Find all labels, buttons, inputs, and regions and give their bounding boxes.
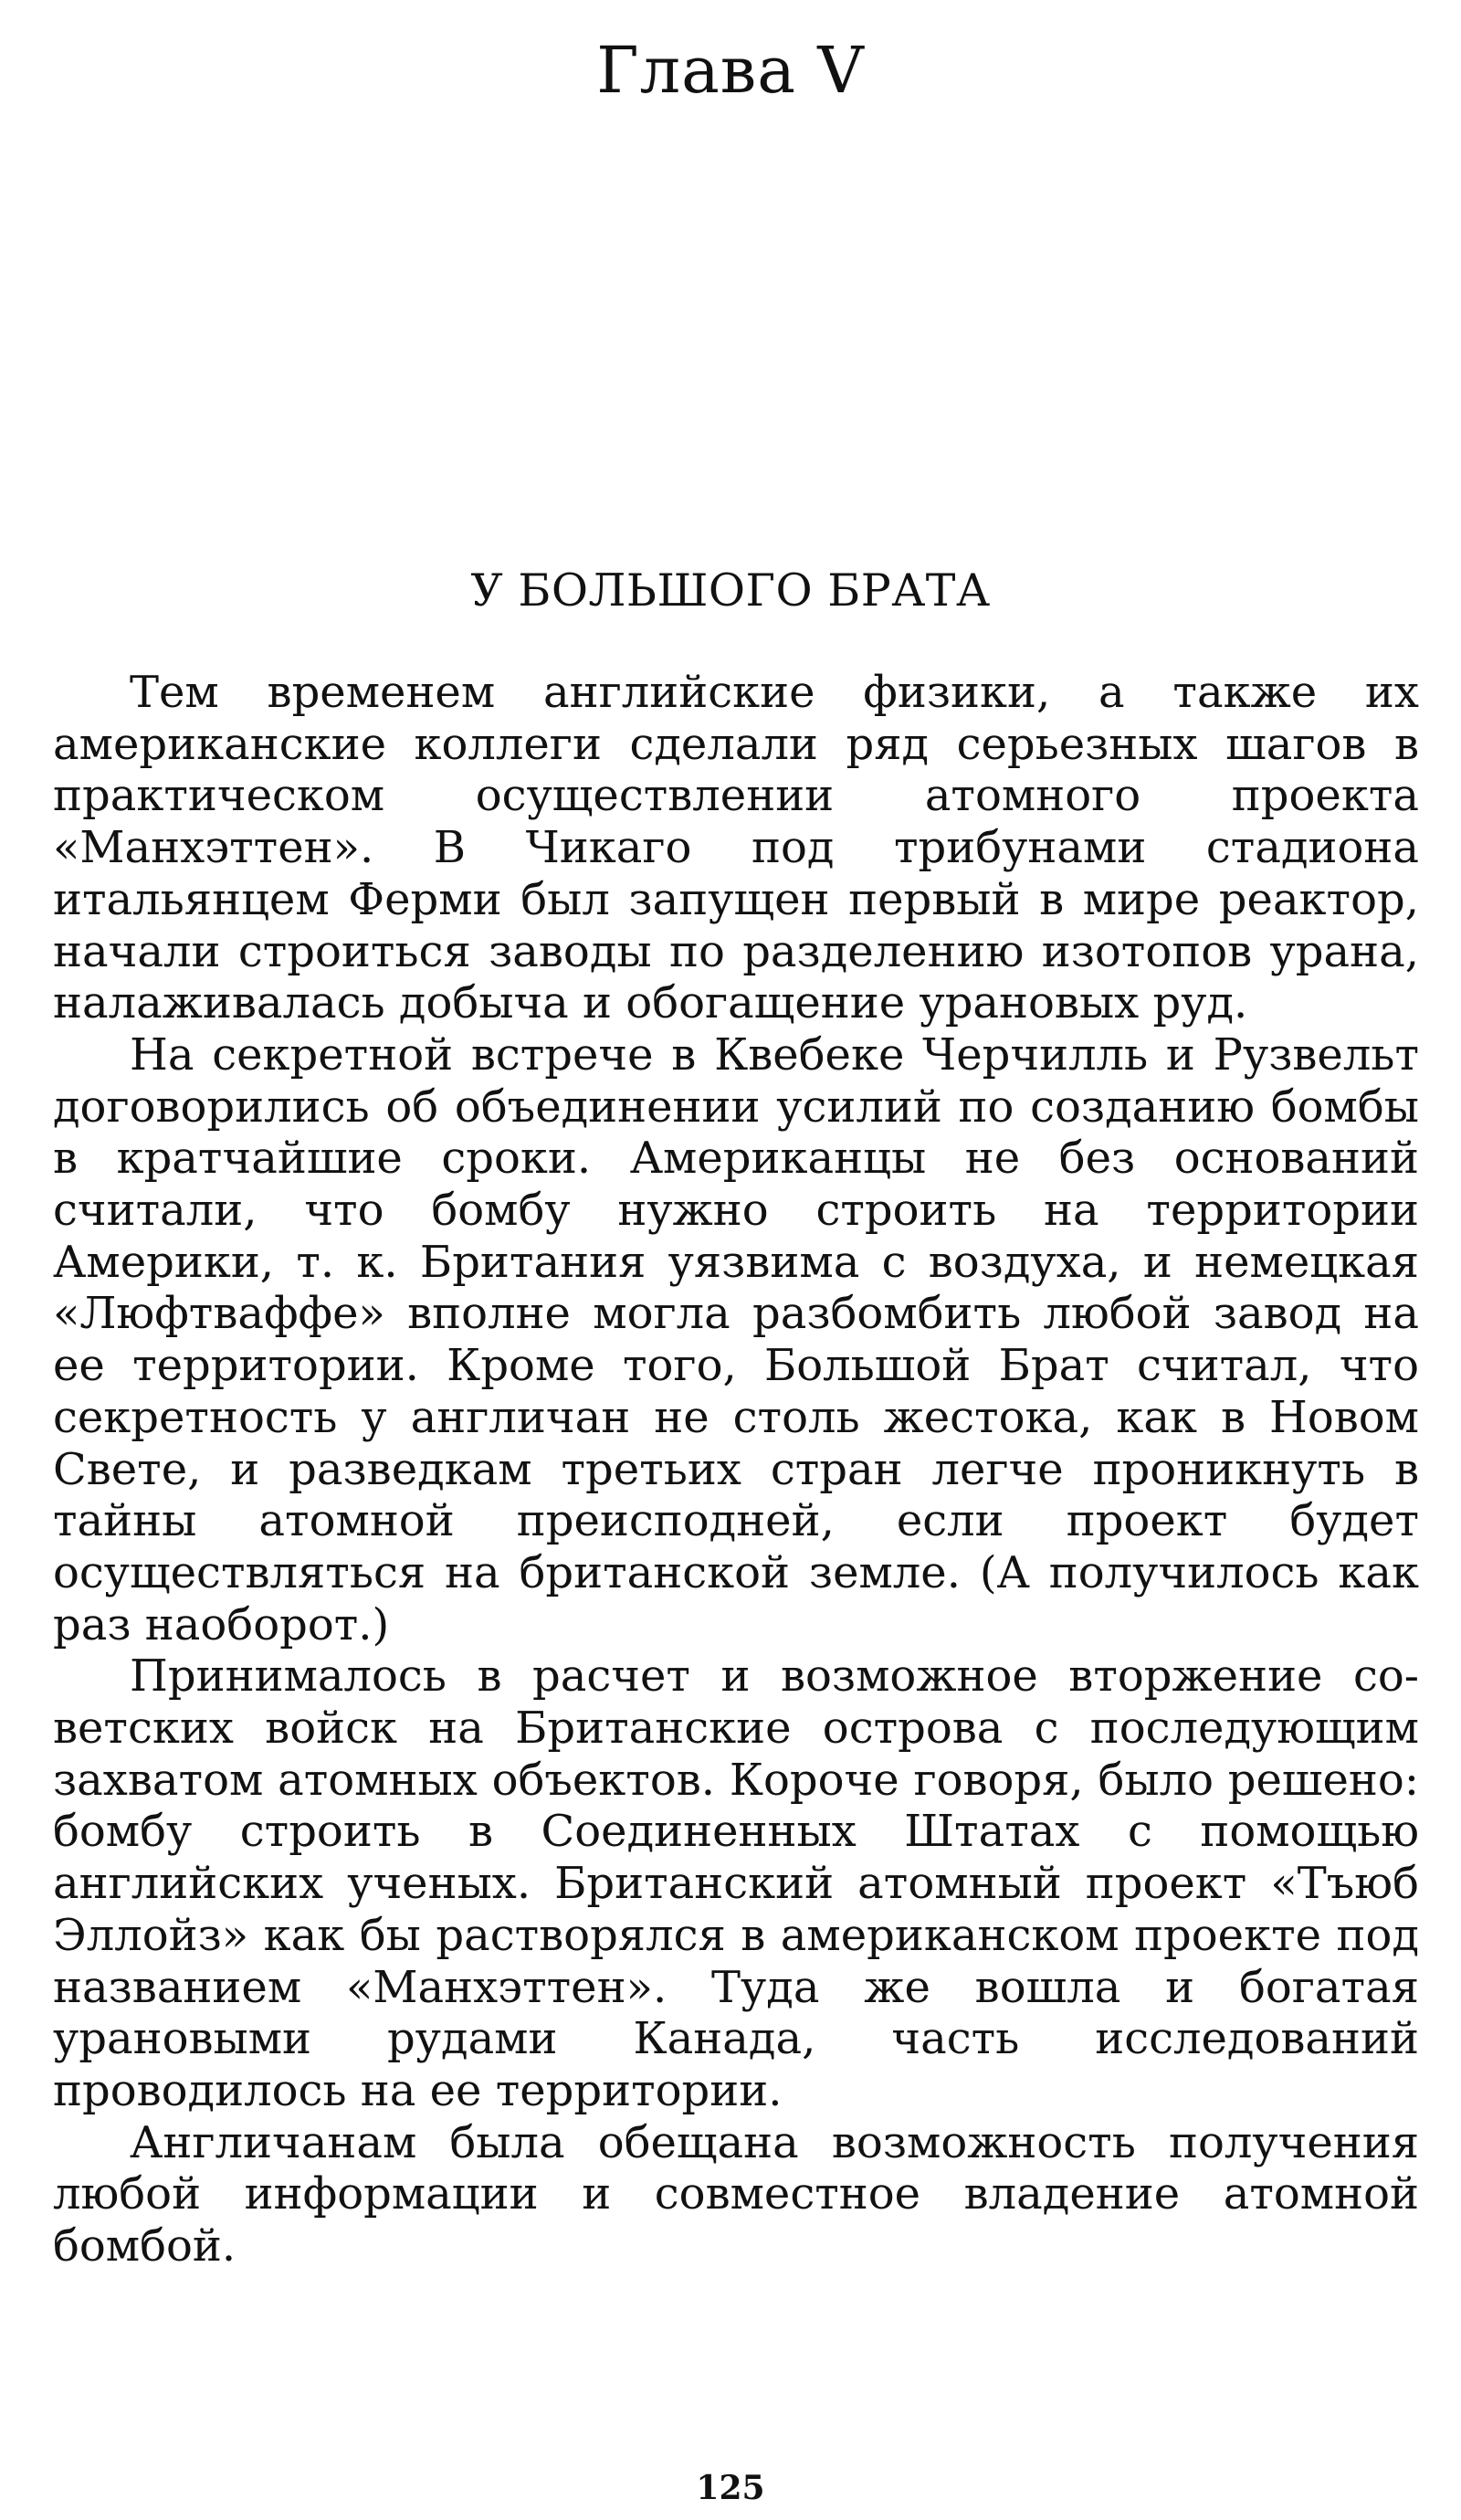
paragraph: Тем временем английские физики, а также их американские коллеги сделали ряд серьезных шагов в практическом осуществлении атомного проекта «Манхэттен». В Чикаго под трибунами стадиона итальянцем Ферми был запущен первый в мире реактор, начали строиться заводы по разделению изотопов урана, налаживалась добыча и обогащение урановых руд.	[53, 667, 1419, 1029]
chapter-title: Глава V	[596, 33, 865, 108]
paragraph: На секретной встрече в Квебеке Черчилль и Рузвельт договорились об объединении усилий по созданию бомбы в кратчайшие сроки. Американцы не без оснований считали, что бомбу нужно строить на территории Америки, т. к. Британия уязвима с воздуха, и немецкая «Люфтваффе» вполне могла разбомбить любой завод на ее территории. Кроме того, Большой Брат считал, что секретность у англичан не столь жестока, как в Новом Свете, и разведкам третьих стран легче проникнуть в тайны атомной преисподней, если проект будет осуществляться на британской земле. (А получилось как раз наоборот.)	[53, 1028, 1419, 1650]
paragraph: Англичанам была обещана возможность получения любой информации и совместное владение атомной бомбой.	[53, 2116, 1419, 2272]
body-text	[53, 667, 1419, 2272]
paragraph: Принималось в расчет и возможное вторжение советских войск на Британские острова с последующим захватом атомных объектов. Короче говоря, было решено: бомбу строить в Соединенных Штатах с помощью английских ученых. Британский атомный проект «Тъюб Эллойз» как бы растворялся в американском проекте под названием «Манхэттен». Туда же вошла и богатая урановыми рудами Канада, часть исследований проводилось на ее территории.	[53, 1650, 1419, 2116]
section-title: У БОЛЬШОГО БРАТА	[470, 564, 991, 617]
page-number: 125	[696, 2469, 765, 2507]
